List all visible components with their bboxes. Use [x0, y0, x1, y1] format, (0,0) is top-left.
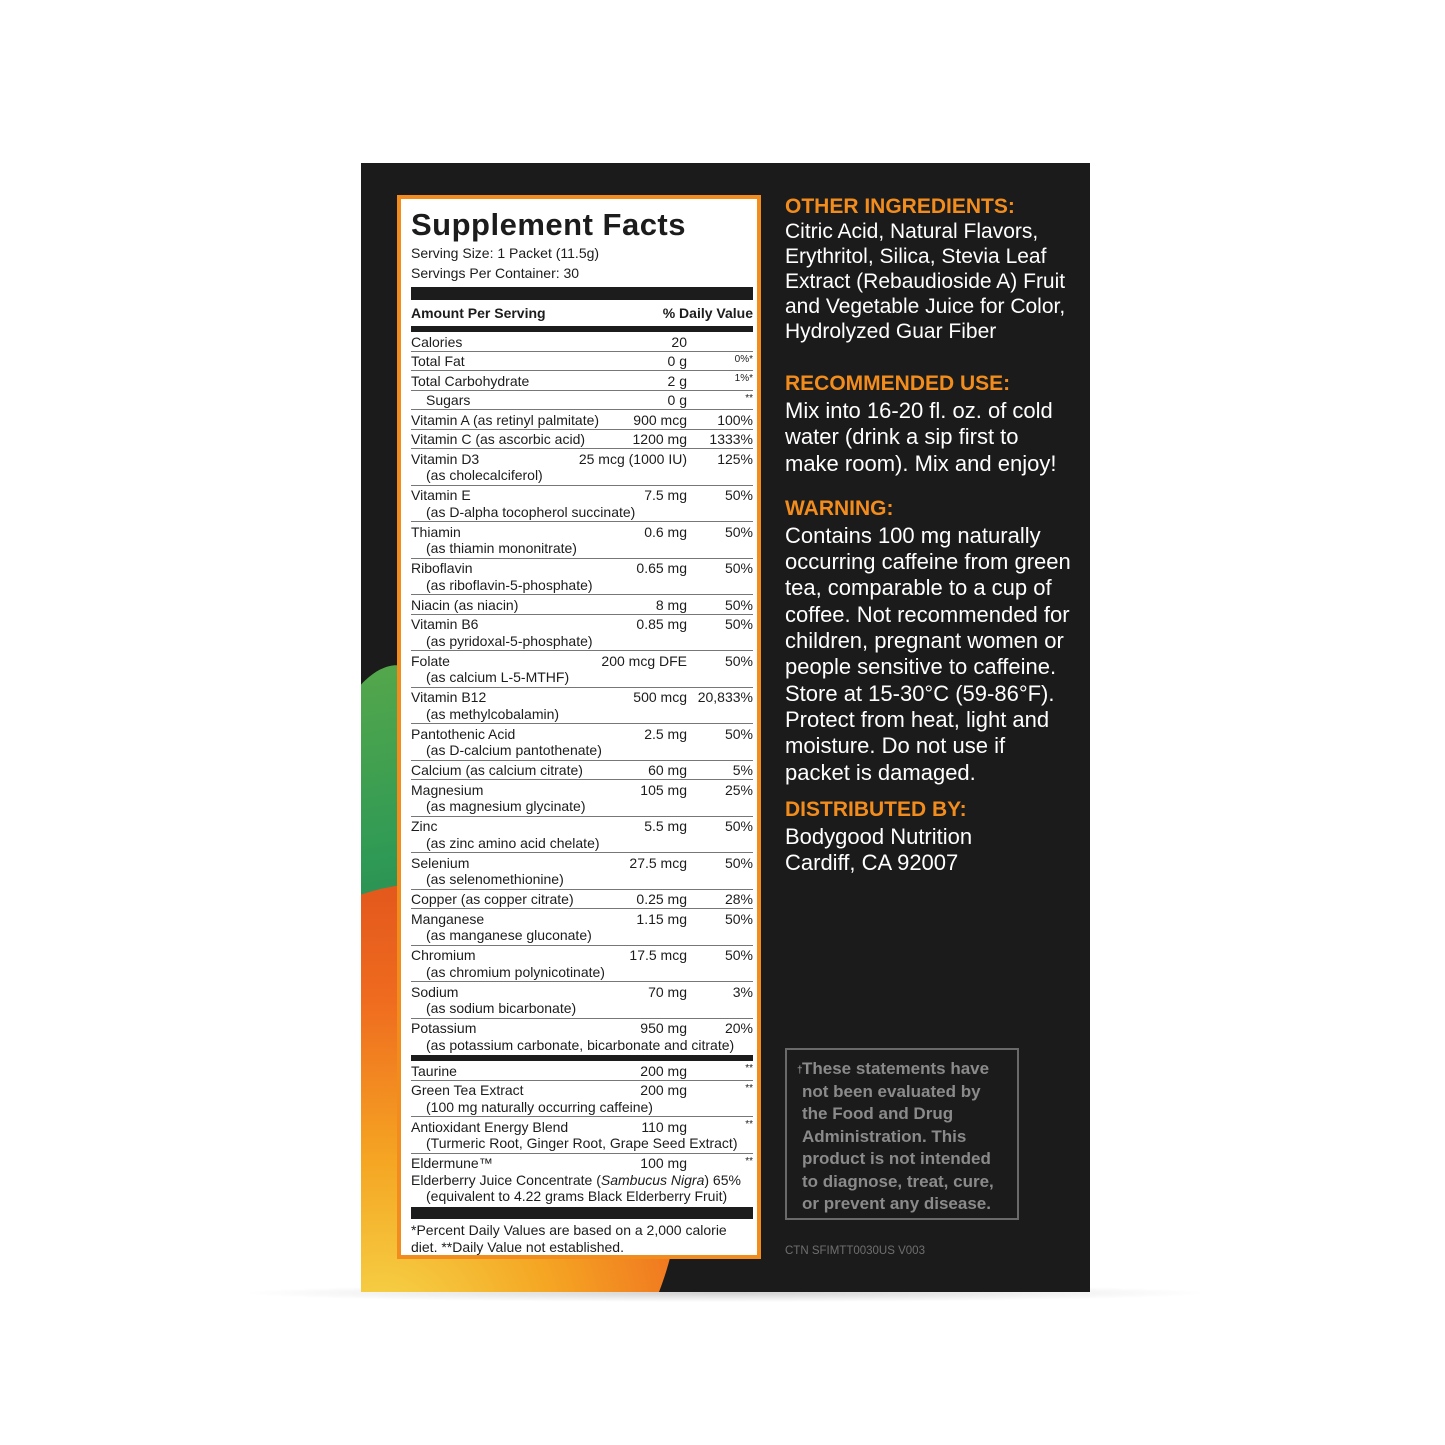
eldermune-detail-b: ) 65%	[704, 1171, 741, 1188]
nutrient-dv: 1333%	[709, 431, 753, 447]
nutrient-name: Zinc	[411, 818, 438, 834]
nutrient-amount: 5.5 mg	[644, 818, 687, 834]
nutrient-amount: 2.5 mg	[644, 725, 687, 742]
nutrient-amount: 200 mcg DFE	[601, 652, 687, 669]
nutrient-source: (as D-alpha tocopherol succinate)	[426, 503, 636, 520]
daily-value-label: % Daily Value	[662, 305, 753, 321]
nutrient-dv: 0%*	[734, 353, 753, 365]
nutrient-row	[411, 371, 753, 391]
nutrient-amount: 1200 mg	[632, 431, 687, 447]
nutrient-dv: 5%	[732, 762, 753, 778]
nutrient-row	[411, 1117, 753, 1154]
dagger-mark: †	[797, 1065, 803, 1076]
distributor-name: Bodygood Nutrition	[785, 823, 973, 849]
nutrient-dv: 50%	[724, 818, 753, 834]
nutrient-amount: 25 mcg (1000 IU)	[578, 450, 687, 467]
eldermune-detail-a: Elderberry Juice Concentrate (	[411, 1171, 601, 1188]
nutrient-name: Eldermune™	[411, 1155, 493, 1171]
nutrient-dv: 50%	[724, 487, 753, 503]
nutrient-name: Selenium	[411, 854, 470, 871]
nutrient-name: Niacin (as niacin)	[411, 596, 519, 613]
nutrient-row	[411, 1081, 753, 1118]
nutrient-amount: 0.6 mg	[644, 523, 687, 540]
blend-rows	[411, 1061, 753, 1154]
nutrient-row	[411, 430, 753, 450]
nutrient-dv: 50%	[724, 947, 753, 963]
nutrient-row	[411, 817, 753, 854]
nutrient-source: (as calcium L-5-MTHF)	[426, 669, 570, 685]
nutrient-name: Copper (as copper citrate)	[411, 891, 574, 907]
nutrient-source: (as cholecalciferol)	[426, 467, 543, 483]
recommended-use-heading: RECOMMENDED USE:	[785, 372, 1011, 395]
nutrient-source: (as manganese gluconate)	[426, 927, 592, 943]
nutrient-source: (as chromium polynicotinate)	[426, 963, 605, 980]
nutrient-dv: 50%	[724, 910, 753, 927]
nutrient-amount: 8 mg	[655, 596, 687, 613]
nutrient-dv: 100%	[717, 411, 753, 428]
eldermune-detail	[411, 1172, 741, 1189]
nutrient-row	[411, 522, 753, 559]
nutrient-row	[411, 982, 753, 1019]
nutrient-source: (as zinc amino acid chelate)	[426, 834, 600, 851]
eldermune-equivalent: (equivalent to 4.22 grams Black Elderberry Fruit)	[426, 1188, 728, 1204]
servings-per-container: Servings Per Container: 30	[411, 265, 580, 281]
nutrient-dv: **	[745, 1063, 753, 1074]
nutrient-amount: 0 g	[667, 392, 687, 408]
nutrient-row	[411, 391, 753, 411]
nutrient-row	[411, 651, 753, 688]
thick-rule	[411, 287, 753, 300]
nutrient-row	[411, 688, 753, 725]
nutrient-amount: 70 mg	[648, 983, 687, 1000]
nutrient-dv: **	[745, 392, 753, 404]
facts-header	[411, 300, 753, 332]
nutrient-dv: 25%	[724, 781, 753, 798]
distributed-by-heading: DISTRIBUTED BY:	[785, 797, 967, 821]
nutrient-row	[411, 449, 753, 486]
nutrient-dv: 3%	[732, 983, 753, 1000]
nutrient-name: Chromium	[411, 947, 476, 963]
nutrient-dv: 50%	[724, 725, 753, 742]
other-ingredients-heading: OTHER INGREDIENTS:	[785, 195, 1015, 218]
nutrient-row	[411, 332, 753, 352]
carton-code: CTN SFIMTT0030US V003	[785, 1245, 925, 1257]
nutrient-source: (as riboflavin-5-phosphate)	[426, 576, 593, 593]
nutrient-row	[411, 946, 753, 983]
nutrient-name: Calcium (as calcium citrate)	[411, 762, 583, 778]
warning-heading: WARNING:	[785, 496, 894, 520]
nutrient-name: Riboflavin	[411, 560, 473, 576]
nutrient-name: Vitamin E	[411, 487, 471, 503]
nutrient-dv: **	[745, 1082, 753, 1094]
nutrient-dv: 50%	[724, 616, 753, 632]
nutrient-amount: 100 mg	[640, 1155, 687, 1171]
supplement-facts	[411, 207, 753, 1256]
nutrient-row	[411, 761, 753, 781]
nutrient-amount: 2 g	[667, 372, 687, 389]
nutrient-amount: 17.5 mcg	[629, 947, 687, 963]
nutrient-row	[411, 595, 753, 615]
nutrient-amount: 500 mcg	[633, 689, 687, 705]
nutrient-dv: 20,833%	[697, 689, 753, 705]
nutrient-source: (as sodium bicarbonate)	[426, 1000, 577, 1016]
distributor-address: Cardiff, CA 92007	[785, 850, 959, 876]
nutrient-name: Total Carbohydrate	[411, 372, 530, 389]
nutrient-amount: 0.25 mg	[636, 891, 687, 907]
facts-title: Supplement Facts	[411, 207, 686, 242]
nutrient-name: Sodium	[411, 983, 459, 1000]
nutrient-row	[411, 486, 753, 523]
nutrient-amount: 1.15 mg	[636, 910, 687, 927]
nutrient-dv: 28%	[724, 891, 753, 907]
nutrient-dv: 50%	[724, 652, 753, 669]
nutrient-amount: 950 mg	[640, 1020, 687, 1036]
fda-disclaimer	[785, 1048, 1019, 1220]
nutrient-name: Manganese	[411, 910, 485, 927]
nutrient-name: Potassium	[411, 1020, 477, 1036]
other-ingredients-text: Citric Acid, Natural Flavors, Erythritol, Silica, Stevia Leaf Extract (Rebaudioside A) Fruit and Vegetable Juice for Color, Hydrolyzed Guar Fiber	[785, 220, 1066, 343]
nutrient-amount: 20	[671, 333, 687, 350]
nutrient-source: (as potassium carbonate, bicarbonate and citrate)	[426, 1036, 735, 1053]
nutrient-dv: 50%	[724, 523, 753, 540]
nutrient-amount: 200 mg	[640, 1082, 687, 1098]
facts-footnote: *Percent Daily Values are based on a 2,000 calorie diet. **Daily Value not established.	[411, 1221, 727, 1255]
nutrient-row	[411, 909, 753, 946]
serving-size: Serving Size: 1 Packet (11.5g)	[411, 245, 600, 261]
nutrient-name: Vitamin B6	[411, 616, 479, 632]
recommended-use-text: Mix into 16-20 fl. oz. of cold water (drink a sip first to make room). Mix and enjoy!	[785, 398, 1057, 476]
right-column	[785, 195, 1075, 876]
nutrient-source: (as D-calcium pantothenate)	[426, 742, 602, 758]
nutrient-row	[411, 724, 753, 761]
nutrient-dv: 1%*	[734, 373, 753, 384]
nutrient-row	[411, 410, 753, 430]
nutrient-dv: **	[745, 1155, 753, 1167]
nutrient-dv: 50%	[724, 596, 753, 613]
nutrient-source: (as magnesium glycinate)	[426, 798, 586, 814]
nutrient-dv: 50%	[724, 560, 753, 576]
eldermune-row	[411, 1154, 753, 1207]
bottom-rule	[411, 1207, 753, 1219]
nutrient-name: Magnesium	[411, 781, 484, 798]
nutrient-name: Vitamin C (as ascorbic acid)	[411, 431, 586, 447]
nutrient-amount: 27.5 mcg	[629, 854, 687, 871]
nutrient-amount: 0.65 mg	[636, 560, 687, 576]
nutrient-source: (100 mg naturally occurring caffeine)	[426, 1098, 653, 1115]
nutrient-source: (as thiamin mononitrate)	[426, 540, 577, 556]
nutrient-dv: **	[745, 1119, 753, 1130]
nutrient-amount: 7.5 mg	[644, 487, 687, 503]
nutrient-amount: 110 mg	[641, 1118, 687, 1135]
supplement-facts-panel	[397, 195, 761, 1259]
nutrient-name: Total Fat	[411, 353, 465, 369]
nutrient-dv: 125%	[717, 450, 753, 467]
amount-per-serving-label: Amount Per Serving	[411, 305, 546, 321]
nutrient-amount: 0.85 mg	[636, 616, 687, 632]
nutrient-name: Vitamin A (as retinyl palmitate)	[411, 411, 600, 428]
nutrient-name: Vitamin D3	[411, 450, 480, 467]
nutrient-amount: 200 mg	[640, 1062, 687, 1079]
nutrient-row	[411, 615, 753, 652]
nutrient-name: Folate	[411, 652, 450, 669]
nutrient-source: (Turmeric Root, Ginger Root, Grape Seed Extract)	[426, 1135, 738, 1151]
nutrient-row	[411, 1061, 753, 1081]
nutrient-name: Green Tea Extract	[411, 1082, 524, 1098]
nutrient-row	[411, 780, 753, 817]
nutrient-row	[411, 352, 753, 372]
nutrient-name: Thiamin	[411, 523, 461, 540]
nutrient-amount: 0 g	[667, 353, 687, 369]
warning-text: Contains 100 mg naturally occurring caffeine from green tea, comparable to a cup of coffee. Not recommended for children, pregnant women or people sensitive to caffeine. Store at 15-30°C (59-86°F). Protect from heat, light and moisture. Do not use if packet is damaged.	[785, 522, 1071, 785]
nutrient-amount: 105 mg	[640, 781, 687, 798]
nutrient-name: Taurine	[411, 1062, 457, 1079]
product-box-back	[361, 163, 1090, 1292]
nutrient-name: Pantothenic Acid	[411, 725, 516, 742]
nutrient-source: (as pyridoxal-5-phosphate)	[426, 632, 593, 649]
fda-disclaimer-text: These statements have not been evaluated by the Food and Drug Administration. This product is not intended to diagnose, treat, cure, or prevent any disease.	[802, 1059, 994, 1213]
nutrient-source: (as methylcobalamin)	[426, 705, 560, 722]
nutrient-name: Antioxidant Energy Blend	[411, 1118, 569, 1135]
nutrient-amount: 60 mg	[648, 762, 687, 778]
nutrient-source: (as selenomethionine)	[426, 871, 564, 887]
nutrient-amount: 900 mcg	[633, 411, 687, 428]
nutrient-row	[411, 890, 753, 910]
nutrient-dv: 50%	[724, 854, 753, 871]
nutrient-row	[411, 1019, 753, 1056]
eldermune-detail-italic: Sambucus Nigra	[600, 1171, 705, 1188]
nutrient-row	[411, 853, 753, 890]
nutrient-name: Vitamin B12	[411, 689, 487, 705]
nutrient-name: Sugars	[426, 392, 471, 408]
nutrient-dv: 20%	[724, 1020, 753, 1036]
nutrient-rows	[411, 332, 753, 1055]
nutrient-row	[411, 559, 753, 596]
nutrient-name: Calories	[411, 333, 463, 350]
